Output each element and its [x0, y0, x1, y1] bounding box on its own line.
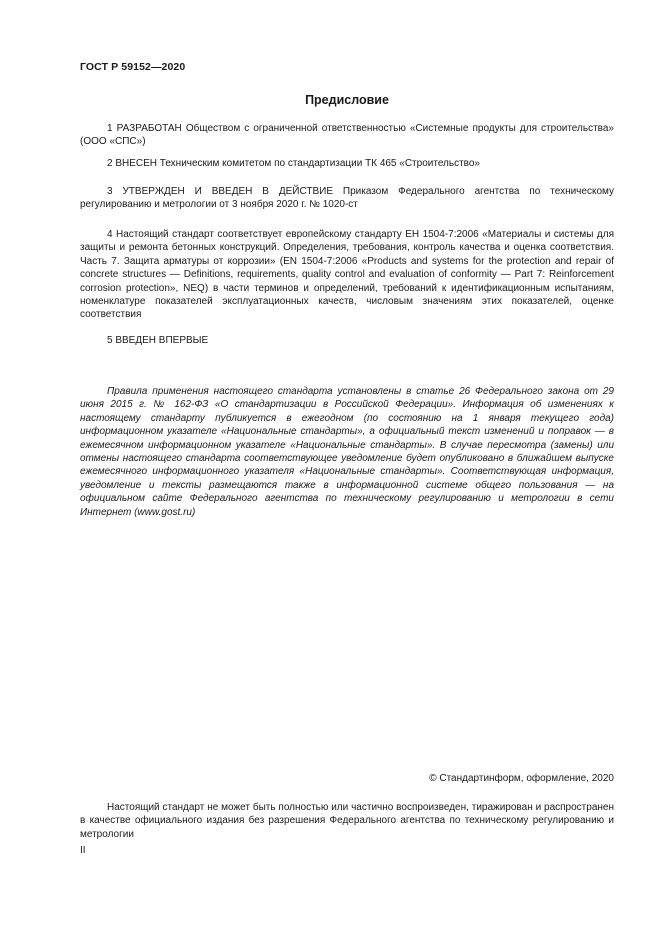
- reproduction-restriction: Настоящий стандарт не может быть полностью или частично воспроизведен, тиражирован и распространен в качестве официального издания без разрешения Федерального агентства по техническому регулированию и метрологии: [80, 802, 614, 840]
- preface-item-approved: 3 УТВЕРЖДЕН И ВВЕДЕН В ДЕЙСТВИЕ Приказом Федерального агентства по техническому регулированию и метрологии от 3 ноября 2020 г. № 1020-ст: [80, 186, 614, 211]
- application-rules-notice: Правила применения настоящего стандарта установлены в статье 26 Федерального закона от 29 июня 2015 г. № 162-ФЗ «О стандартизации в Российской Федерации». Информация об изменениях к настоящему стандарту публикуется в ежегодном (по состоянию на 1 января текущего года) информационном указателе «Национальные стандарты», а официальный текст изменений и поправок — в ежемесячном информационном указателе «Национальные стандарты». В случае пересмотра (замены) или отмены настоящего стандарта соответствующее уведомление будет опубликовано в ближайшем выпуске ежемесячного информационного указателя «Национальные стандарты». Соответствующая информация, уведомление и тексты размещаются также в информационной системе общего пользования — на официальном сайте Федерального агентства по техническому регулированию и метрологии в сети Интернет (www.gost.ru): [80, 386, 614, 518]
- page-number: II: [80, 845, 86, 856]
- preface-title: Предисловие: [305, 93, 389, 107]
- preface-item-conformity: 4 Настоящий стандарт соответствует европейскому стандарту ЕН 1504-7:2006 «Материалы и системы для защиты и ремонта бетонных конструкций. Определения, требования, контроль качества и оценка соответствия. Часть 7. Защита арматуры от коррозии» (EN 1504-7:2006 «Products and systems for the protection and repair of concrete structures — Definitions, requirements, quality control and evaluation of conformity — Part 7: Reinforcement corrosion protection», NEQ) в части терминов и определений, требований к идентификационным испытаниям, номенклатуре показателей эксплуатационных качеств, числовым значениям этих показателей, оценке соответствия: [80, 229, 614, 321]
- preface-item-first-introduced: 5 ВВЕДЕН ВПЕРВЫЕ: [107, 335, 209, 346]
- preface-item-introduced: 2 ВНЕСЕН Техническим комитетом по стандартизации ТК 465 «Строительство»: [107, 158, 480, 169]
- copyright-line: © Стандартинформ, оформление, 2020: [429, 773, 614, 784]
- preface-item-developed: 1 РАЗРАБОТАН Обществом с ограниченной ответственностью «Системные продукты для строительства» (ООО «СПС»): [80, 123, 614, 148]
- document-id: ГОСТ Р 59152—2020: [80, 61, 186, 73]
